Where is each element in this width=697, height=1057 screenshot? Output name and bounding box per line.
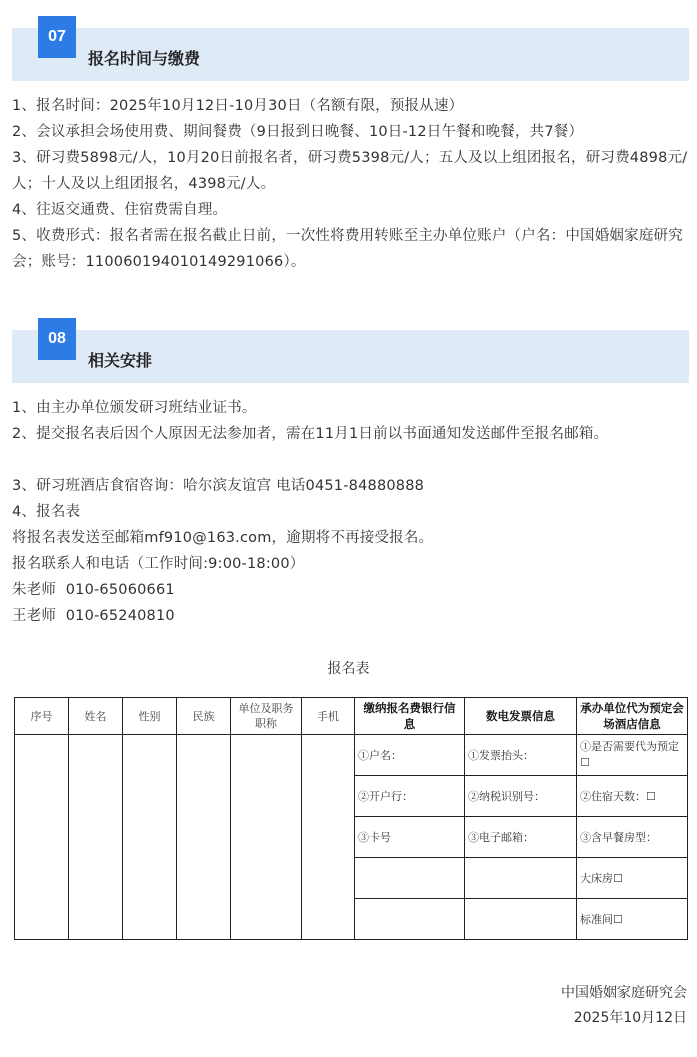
header-cell: 手机 [302, 698, 355, 735]
section-title: 报名时间与缴费 [88, 49, 201, 68]
header-cell: 承办单位代为预定会场酒店信息 [577, 698, 688, 735]
signature-date: 2025年10月12日 [573, 1010, 687, 1026]
paragraph: 将报名表发送至邮箱mf910@163.com，逾期将不再接受报名。 [12, 530, 434, 546]
contact-line: 王老师 010-65240810 [12, 608, 175, 624]
hotel-info-cell[interactable]: 标准间☐ [577, 899, 688, 940]
invoice-info-cell[interactable] [465, 899, 577, 940]
header-cell: 序号 [15, 698, 69, 735]
section-number-badge: 08 [38, 318, 76, 360]
table-header-row [15, 698, 688, 735]
signature-org: 中国婚姻家庭研究会 [561, 985, 687, 1001]
hotel-info-cell[interactable]: ①是否需要代为预定☐ [577, 735, 688, 776]
header-cell: 性别 [123, 698, 177, 735]
form-title: 报名表 [327, 661, 370, 677]
contact-line: 朱老师 010-65060661 [12, 582, 175, 598]
registration-table [14, 697, 688, 940]
input-cell-title[interactable] [231, 735, 302, 940]
bank-info-cell[interactable]: ①户名： [355, 735, 465, 776]
paragraph: 5、收费形式：报名者需在报名截止日前，一次性将费用转账至主办单位账户（户名：中国婚姻家庭研究会；账号：11006019401014929106​6）。 [12, 228, 683, 270]
bank-info-cell[interactable] [355, 899, 465, 940]
paragraph: 1、由主办单位颁发研习班结业证书。 [12, 400, 257, 416]
input-cell-ethnicity[interactable] [177, 735, 231, 940]
hotel-info-cell[interactable]: ③含早餐房型： [577, 817, 688, 858]
input-cell-index[interactable] [15, 735, 69, 940]
hotel-info-cell[interactable]: ②住宿天数：☐ [577, 776, 688, 817]
bank-info-cell[interactable]: ③卡号 [355, 817, 465, 858]
header-cell: 缴纳报名费银行信息 [355, 698, 465, 735]
table-row [15, 735, 688, 776]
paragraph: 4、报名表 [12, 504, 81, 520]
header-cell: 民族 [177, 698, 231, 735]
paragraph: 4、往返交通费、住宿费需自理。 [12, 202, 228, 218]
paragraph: 1、报名时间：2025年10月12日-10月30日（名额有限，预报从速） [12, 98, 464, 114]
section-number-badge: 07 [38, 16, 76, 58]
invoice-info-cell[interactable]: ③电子邮箱： [465, 817, 577, 858]
header-cell: 数电发票信息 [465, 698, 577, 735]
bank-info-cell[interactable]: ②开户行： [355, 776, 465, 817]
invoice-info-cell[interactable] [465, 858, 577, 899]
hotel-info-cell[interactable]: 大床房☐ [577, 858, 688, 899]
invoice-info-cell[interactable]: ②纳税识别号： [465, 776, 577, 817]
section-header-08 [12, 330, 689, 383]
header-cell: 单位及职务职称 [231, 698, 302, 735]
paragraph: 3、研习班酒店食宿咨询：哈尔滨友谊宫 电话0451-84880888 [12, 478, 425, 494]
input-cell-gender[interactable] [123, 735, 177, 940]
invoice-info-cell[interactable]: ①发票抬头： [465, 735, 577, 776]
section-title: 相关安排 [88, 351, 153, 370]
paragraph: 报名联系人和电话（工作时间:9:00-18:00） [12, 556, 305, 572]
section-header-07 [12, 28, 689, 81]
input-cell-name[interactable] [69, 735, 123, 940]
paragraph: 2、会议承担会场使用费、期间餐费（9日报到日晚餐、10日-12日午餐和晚餐，共7餐） [12, 124, 584, 140]
paragraph: 2、提交报名表后因个人原因无法参加者，需在11月1日前以书面通知发送邮件至报名邮箱。 [12, 426, 609, 442]
paragraph: 3、研习费5898元/人，10月20日前报名者，研习费5398元/人；五人及以上组团报名，研习费4898元/人；十人及以上组团报名，4398元/人。 [12, 150, 688, 192]
bank-info-cell[interactable] [355, 858, 465, 899]
input-cell-phone[interactable] [302, 735, 355, 940]
header-cell: 姓名 [69, 698, 123, 735]
